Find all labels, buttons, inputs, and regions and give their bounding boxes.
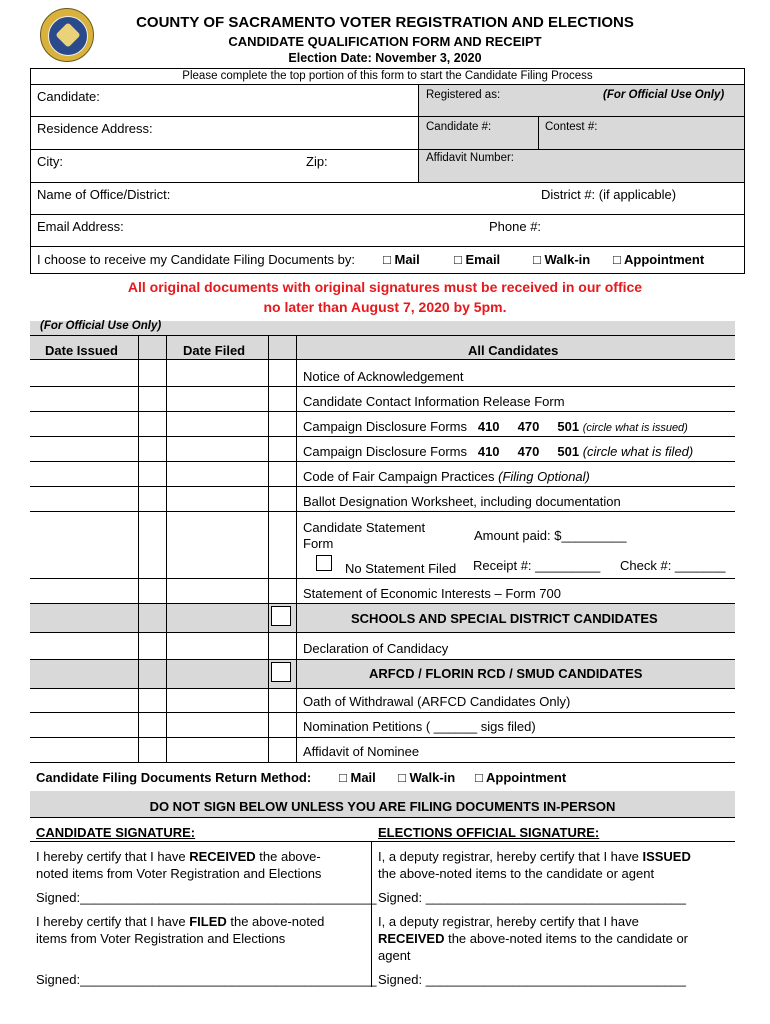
col-divider (296, 335, 297, 762)
row-divider (30, 632, 735, 633)
form-501[interactable]: 501 (557, 444, 580, 459)
no-statement-checkbox[interactable] (316, 555, 332, 571)
item-oath-of-withdrawal: Oath of Withdrawal (ARFCD Candidates Only) (303, 694, 571, 709)
option-label: Appointment (624, 252, 705, 267)
receive-walkin-option[interactable] (533, 252, 590, 267)
text: I hereby certify that I have (36, 914, 190, 929)
text-bold: ISSUED (642, 849, 691, 864)
zip-field[interactable]: Zip: (306, 154, 328, 169)
official-received-text-3: agent (378, 948, 411, 963)
item-notice-of-acknowledgement: Notice of Acknowledgement (303, 369, 464, 384)
col-date-filed: Date Filed (183, 343, 246, 358)
receipt-number-field[interactable]: Receipt #: _________ (473, 558, 601, 573)
divider (31, 149, 744, 150)
divider (538, 116, 539, 149)
col-divider (268, 335, 269, 762)
divider (31, 246, 744, 247)
return-walkin-option[interactable] (398, 770, 455, 785)
return-mail-option[interactable] (339, 770, 376, 785)
checkbox-icon[interactable]: □ (339, 770, 347, 785)
schools-section-checkbox[interactable] (271, 606, 291, 626)
return-method-label: Candidate Filing Documents Return Method: (36, 770, 312, 785)
sign-warning: DO NOT SIGN BELOW UNLESS YOU ARE FILING DOCUMENTS IN-PERSON (149, 799, 616, 814)
candidate-received-text-2: noted items from Voter Registration and Elections (36, 866, 322, 881)
candidate-signed-received[interactable]: Signed:_________________________________________ (36, 890, 377, 905)
candidate-field[interactable]: Candidate: (37, 89, 100, 104)
circle-note: (circle what is issued) (582, 422, 688, 434)
receive-email-option[interactable] (454, 252, 500, 267)
candidate-filed-text (36, 914, 324, 929)
page-title: COUNTY OF SACRAMENTO VOTER REGISTRATION AND ELECTIONS (136, 14, 634, 31)
official-use-label: (For Official Use Only) (603, 89, 725, 101)
checkbox-icon[interactable]: □ (475, 770, 483, 785)
phone-number-field[interactable]: Phone #: (489, 219, 542, 234)
district-number-field[interactable]: District #: (if applicable) (541, 187, 677, 202)
checkbox-icon[interactable]: □ (454, 252, 462, 267)
arfcd-section-checkbox[interactable] (271, 662, 291, 682)
divider (30, 841, 735, 842)
row-divider (30, 578, 735, 579)
row-divider (30, 461, 735, 462)
form-470[interactable]: 470 (517, 444, 540, 459)
item-affidavit-of-nominee: Affidavit of Nominee (303, 744, 420, 759)
deadline-notice-line1: All original documents with original signatures must be received in our office (127, 279, 643, 295)
candidate-signature-heading: CANDIDATE SIGNATURE: (36, 825, 196, 840)
divider (371, 841, 372, 987)
receive-appointment-option[interactable] (613, 252, 704, 267)
receive-by-label: I choose to receive my Candidate Filing Documents by: (37, 252, 355, 267)
form-410[interactable]: 410 (477, 444, 500, 459)
circle-note: (circle what is filed) (582, 444, 694, 459)
text: the above- (255, 849, 321, 864)
receive-mail-option[interactable] (383, 252, 420, 267)
checkbox-icon[interactable]: □ (383, 252, 391, 267)
return-appointment-option[interactable] (475, 770, 566, 785)
text: I hereby certify that I have (36, 849, 190, 864)
item-nomination-petitions: Nomination Petitions ( ______ sigs filed) (303, 719, 536, 734)
row-divider (30, 603, 735, 604)
section-arfcd: ARFCD / FLORIN RCD / SMUD CANDIDATES (369, 666, 643, 681)
election-date: Election Date: November 3, 2020 (288, 51, 482, 65)
text: the above-noted items to the candidate or (444, 931, 689, 946)
item-label: Campaign Disclosure Forms (303, 419, 467, 434)
check-number-field[interactable]: Check #: _______ (620, 558, 726, 573)
divider (418, 85, 419, 182)
row-divider (30, 688, 735, 689)
checkbox-icon[interactable]: □ (613, 252, 621, 267)
row-divider (30, 737, 735, 738)
email-address-field[interactable]: Email Address: (37, 219, 124, 234)
no-statement-label: No Statement Filed (345, 561, 457, 576)
form-410[interactable]: 410 (477, 419, 500, 434)
row-divider (30, 359, 735, 360)
row-divider (30, 486, 735, 487)
residence-address-field[interactable]: Residence Address: (37, 121, 153, 136)
option-label: Walk-in (409, 770, 456, 785)
col-divider (166, 335, 167, 762)
divider (31, 116, 744, 117)
row-divider (30, 335, 735, 336)
item-economic-interests: Statement of Economic Interests – Form 700 (303, 586, 561, 601)
checkbox-icon[interactable]: □ (398, 770, 406, 785)
section-schools: SCHOOLS AND SPECIAL DISTRICT CANDIDATES (351, 611, 658, 626)
option-label: Walk-in (544, 252, 591, 267)
affidavit-number-label: Affidavit Number: (426, 152, 514, 164)
item-candidate-statement-form: Form (303, 536, 334, 551)
item-ballot-designation: Ballot Designation Worksheet, including documentation (303, 494, 621, 509)
item-label: Code of Fair Campaign Practices (303, 469, 495, 484)
row-divider (30, 762, 735, 763)
col-date-issued: Date Issued (45, 343, 118, 358)
official-issued-text (378, 849, 691, 864)
form-subtitle: CANDIDATE QUALIFICATION FORM AND RECEIPT (228, 34, 542, 49)
item-label: Campaign Disclosure Forms (303, 444, 467, 459)
text: the above-noted (226, 914, 325, 929)
item-contact-release-form: Candidate Contact Information Release Form (303, 394, 565, 409)
table-header-band (30, 335, 735, 359)
official-issued-text-2: the above-noted items to the candidate or agent (378, 866, 655, 881)
amount-paid-field[interactable]: Amount paid: $_________ (474, 528, 627, 543)
form-470[interactable]: 470 (517, 419, 540, 434)
official-signed-issued[interactable]: Signed: ____________________________________ (378, 890, 686, 905)
official-signature-heading: ELECTIONS OFFICIAL SIGNATURE: (378, 825, 600, 840)
row-divider (30, 411, 735, 412)
option-label: Email (465, 252, 501, 267)
item-disclosure-filed (303, 444, 693, 459)
item-candidate-statement: Candidate Statement (303, 520, 426, 535)
text-bold: RECEIVED (189, 849, 256, 864)
text-bold: FILED (189, 914, 227, 929)
option-label: Appointment (486, 770, 567, 785)
city-field[interactable]: City: (37, 154, 63, 169)
candidate-number-label: Candidate #: (426, 121, 492, 133)
col-all-candidates: All Candidates (468, 343, 559, 358)
divider (30, 817, 735, 818)
official-signed-received[interactable]: Signed: ____________________________________ (378, 972, 686, 987)
form-instruction: Please complete the top portion of this form to start the Candidate Filing Process (31, 69, 744, 85)
office-district-field[interactable]: Name of Office/District: (37, 187, 171, 202)
candidate-signed-filed[interactable]: Signed:_________________________________________ (36, 972, 377, 987)
candidate-filed-text-2: items from Voter Registration and Elections (36, 931, 286, 946)
row-divider (30, 712, 735, 713)
row-divider (30, 436, 735, 437)
registered-as-label: Registered as: (426, 89, 501, 101)
col-divider (138, 335, 139, 762)
optional-note: (Filing Optional) (498, 469, 590, 484)
deadline-notice-line2: no later than August 7, 2020 by 5pm. (263, 299, 507, 315)
text: I, a deputy registrar, hereby certify that I have (378, 849, 643, 864)
divider (31, 182, 744, 183)
table-official-use-label: (For Official Use Only) (40, 320, 162, 332)
official-received-text-2 (378, 931, 688, 946)
option-label: Mail (394, 252, 420, 267)
official-received-text: I, a deputy registrar, hereby certify that I have (378, 914, 639, 929)
item-disclosure-issued (303, 419, 688, 434)
item-fair-campaign-practices (303, 469, 590, 484)
row-divider (30, 511, 735, 512)
item-declaration-of-candidacy: Declaration of Candidacy (303, 641, 449, 656)
contest-number-label: Contest #: (545, 121, 598, 133)
candidate-received-text (36, 849, 321, 864)
option-label: Mail (350, 770, 376, 785)
checkbox-icon[interactable]: □ (533, 252, 541, 267)
form-501[interactable]: 501 (557, 419, 580, 434)
text-bold: RECEIVED (378, 931, 445, 946)
divider (31, 214, 744, 215)
row-divider (30, 386, 735, 387)
row-divider (30, 659, 735, 660)
